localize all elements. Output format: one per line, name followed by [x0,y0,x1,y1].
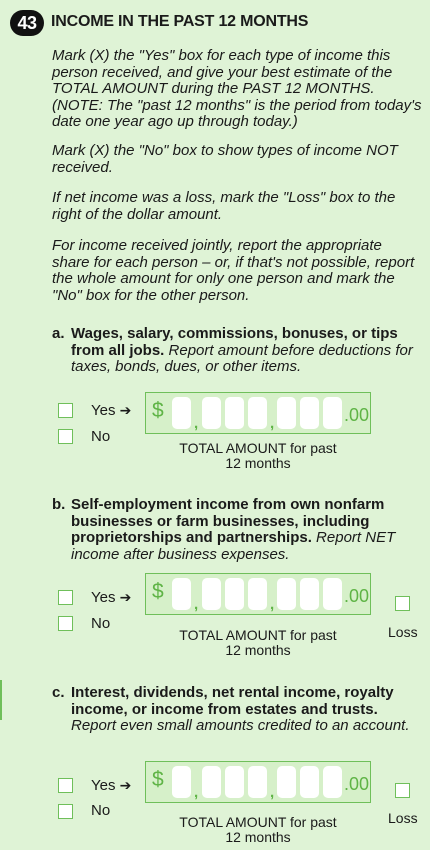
item-a-yes-label: Yes ➔ [91,402,132,419]
item-italic-text: Report amount before deductions for taxes, bonds, dues, or other items. [71,341,413,375]
instruction-2: Mark (X) the "No" box to show types of income NOT received. [52,142,398,176]
item-c-text [52,685,422,735]
item-c-amount-field[interactable] [145,761,371,803]
instruction-4: For income received jointly, report the appropriate share for each person – or, if that's not possible, report the whole amount for only one person and mark the "No" box for the other person. [52,237,415,304]
item-bold-text: Wages, salary, commissions, bonuses, or tips from all jobs. [71,325,398,359]
item-a-amount-field[interactable] [145,392,371,434]
comma: , [270,784,275,801]
item-b-yes-label: Yes ➔ [91,589,132,606]
digit-box[interactable] [225,766,244,798]
item-c-total-label: TOTAL AMOUNT for past 12 months [179,814,337,845]
comma: , [194,784,199,801]
item-a-no-label: No [91,428,111,445]
item-b-no-label: No [91,615,111,632]
item-b-text [52,497,422,563]
question-title: INCOME IN THE PAST 12 MONTHS [51,13,309,30]
item-c-yes-label: Yes ➔ [91,777,132,794]
item-bold-text: Self-employment income from own nonfarm businesses or farm businesses, including proprietorships and partnerships. [71,496,385,546]
item-a-total-label: TOTAL AMOUNT for past 12 months [179,440,337,471]
cents-label: .00 [344,586,370,606]
comma: , [270,596,275,613]
item-b-loss-checkbox[interactable] [395,596,410,611]
digit-box[interactable] [202,578,221,610]
digit-box[interactable] [225,578,244,610]
margin-mark [0,680,2,720]
item-letter: b. [52,496,66,513]
item-a-yes-checkbox[interactable] [58,403,73,418]
item-c-loss-label: Loss [388,810,418,826]
digit-box[interactable] [323,766,342,798]
item-b-no-checkbox[interactable] [58,616,73,631]
digit-box[interactable] [323,578,342,610]
digit-box[interactable] [277,397,296,429]
digit-box[interactable] [172,578,191,610]
item-letter: c. [52,684,65,701]
dollar-sign: $ [152,768,164,791]
item-letter: a. [52,325,65,342]
digit-box[interactable] [172,397,191,429]
digit-box[interactable] [277,766,296,798]
digit-box[interactable] [248,397,267,429]
item-italic-text: Report even small amounts credited to an account. [71,717,410,734]
item-c-no-label: No [91,802,111,819]
digit-box[interactable] [277,578,296,610]
instruction-3: If net income was a loss, mark the "Loss" box to the right of the dollar amount. [52,189,396,223]
digit-box[interactable] [202,397,221,429]
digit-box[interactable] [225,397,244,429]
cents-label: .00 [344,774,370,794]
question-number-badge: 43 [10,10,44,36]
item-c-yes-checkbox[interactable] [58,778,73,793]
digit-box[interactable] [172,766,191,798]
digit-box[interactable] [202,766,221,798]
comma: , [194,415,199,432]
item-c-no-checkbox[interactable] [58,804,73,819]
digit-box[interactable] [323,397,342,429]
cents-label: .00 [344,405,370,425]
digit-box[interactable] [300,397,319,429]
digit-box[interactable] [300,766,319,798]
digit-box[interactable] [300,578,319,610]
comma: , [270,415,275,432]
item-italic-text: Report NET income after business expenses. [71,529,396,563]
item-b-amount-field[interactable] [145,573,371,615]
instruction-1: Mark (X) the "Yes" box for each type of income this person received, and give your best estimate of the TOTAL AMOUNT during the PAST 12 MONTHS. (NOTE: The "past 12 months" is the period from today's date one year ago up through today.) [52,47,422,130]
item-c-loss-checkbox[interactable] [395,783,410,798]
item-b-loss-label: Loss [388,624,418,640]
item-b-total-label: TOTAL AMOUNT for past 12 months [179,627,337,658]
item-bold-text: Interest, dividends, net rental income, royalty income, or income from estates and trusts. [71,684,394,718]
item-a-no-checkbox[interactable] [58,429,73,444]
digit-box[interactable] [248,578,267,610]
dollar-sign: $ [152,580,164,603]
dollar-sign: $ [152,399,164,422]
item-b-yes-checkbox[interactable] [58,590,73,605]
item-a-text [52,326,422,376]
digit-box[interactable] [248,766,267,798]
comma: , [194,596,199,613]
